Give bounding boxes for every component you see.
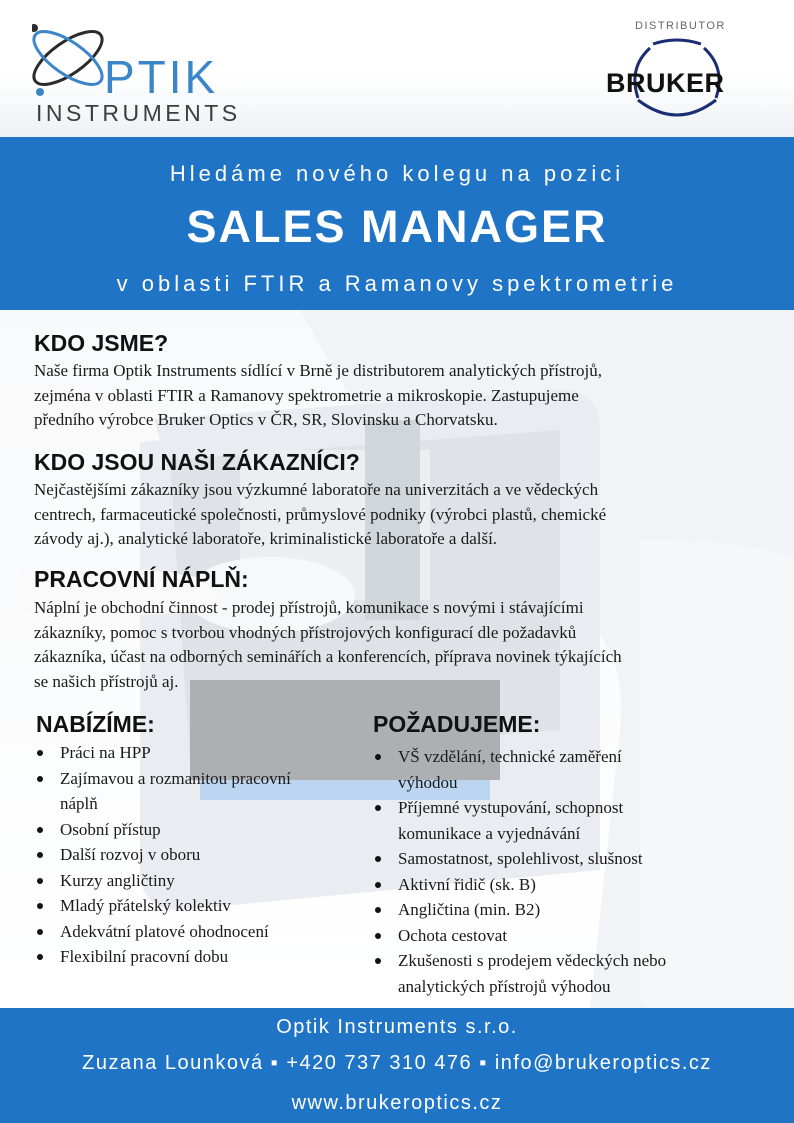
require-heading: POŽADUJEME: [373, 711, 541, 737]
job-text [34, 596, 764, 694]
content-area [0, 310, 794, 1008]
optik-logo-text: PTIK [104, 51, 219, 103]
offer-item: Osobní přístup [34, 817, 374, 843]
require-item: VŠ vzdělání, technické zaměření výhodou [372, 744, 772, 795]
offer-item: Mladý přátelský kolektiv [34, 893, 374, 919]
about-line: zejména v oblasti FTIR a Ramanovy spektrometrie a mikroskopie. Zastupujeme [34, 385, 579, 405]
require-item: Ochota cestovat [372, 923, 772, 949]
about-line: předního výrobce Bruker Optics v ČR, SR, Slovinsku a Chorvatsku. [34, 410, 498, 429]
footer-contact[interactable]: Zuzana Lounková ▪ +420 737 310 476 ▪ info@brukeroptics.cz [82, 1052, 712, 1074]
bruker-logo-text: BRUKER [606, 68, 725, 98]
job-line: Náplní je obchodní činnost - prodej přístrojů, komunikace s novými i stávajícími [34, 598, 584, 617]
offer-item: Práci na HPP [34, 740, 374, 766]
require-item: Příjemné vystupování, schopnost komunikace a vyjednávání [372, 795, 772, 846]
title-banner [0, 137, 794, 310]
require-item: Samostatnost, spolehlivost, slušnost [372, 846, 772, 872]
job-line: zákazníky, pomoc s tvorbou vhodných přístrojových konfigurací dle požadavků [34, 622, 577, 642]
optik-logo [32, 14, 242, 129]
about-heading: KDO JSME? [34, 330, 169, 356]
customers-text [34, 478, 764, 552]
job-heading: PRACOVNÍ NÁPLŇ: [34, 566, 249, 592]
require-list [372, 744, 772, 999]
about-text [34, 359, 764, 433]
job-title: SALES MANAGER [186, 201, 608, 252]
job-line: zákazníka, účast na odborných seminářích a konferencích, příprava novinek týkajících [34, 647, 622, 666]
require-item: Aktivní řidič (sk. B) [372, 872, 772, 898]
footer-company: Optik Instruments s.r.o. [276, 1016, 518, 1038]
banner-intro: Hledáme nového kolegu na pozici [169, 161, 625, 186]
job-line: se našich přístrojů aj. [34, 671, 179, 691]
footer [0, 1008, 794, 1123]
offer-item: Adekvátní platové ohodnocení [34, 919, 374, 945]
customers-line: závody aj.), analytické laboratoře, kriminalistické laboratoře a další. [34, 529, 498, 548]
customers-heading: KDO JSOU NAŠI ZÁKAZNÍCI? [34, 449, 360, 475]
offer-item: Další rozvoj v oboru [34, 842, 374, 868]
offer-list [34, 740, 374, 970]
distributor-label: DISTRIBUTOR [635, 20, 726, 32]
about-line: Naše firma Optik Instruments sídlící v Brně je distributorem analytických přístrojů, [34, 361, 602, 380]
offer-item: Flexibilní pracovní dobu [34, 944, 374, 970]
offer-item: Kurzy angličtiny [34, 868, 374, 894]
customers-line: Nejčastějšími zákazníky jsou výzkumné laboratoře na univerzitách a ve vědeckých [34, 480, 599, 499]
optik-logo-subtext: INSTRUMENTS [36, 100, 241, 126]
header [0, 0, 794, 137]
offer-item: Zajímavou a rozmanitou pracovní náplň [34, 766, 374, 817]
footer-website-link[interactable]: www.brukeroptics.cz [291, 1092, 503, 1114]
banner-field: v oblasti FTIR a Ramanovy spektrometrie [116, 271, 678, 296]
require-item: Angličtina (min. B2) [372, 897, 772, 923]
customers-line: centrech, farmaceutické společnosti, průmyslové podniky (výrobci plastů, chemické [34, 504, 607, 524]
require-item: Zkušenosti s prodejem vědeckých nebo analytických přístrojů výhodou [372, 948, 772, 999]
offer-heading: NABÍZÍME: [36, 711, 155, 737]
